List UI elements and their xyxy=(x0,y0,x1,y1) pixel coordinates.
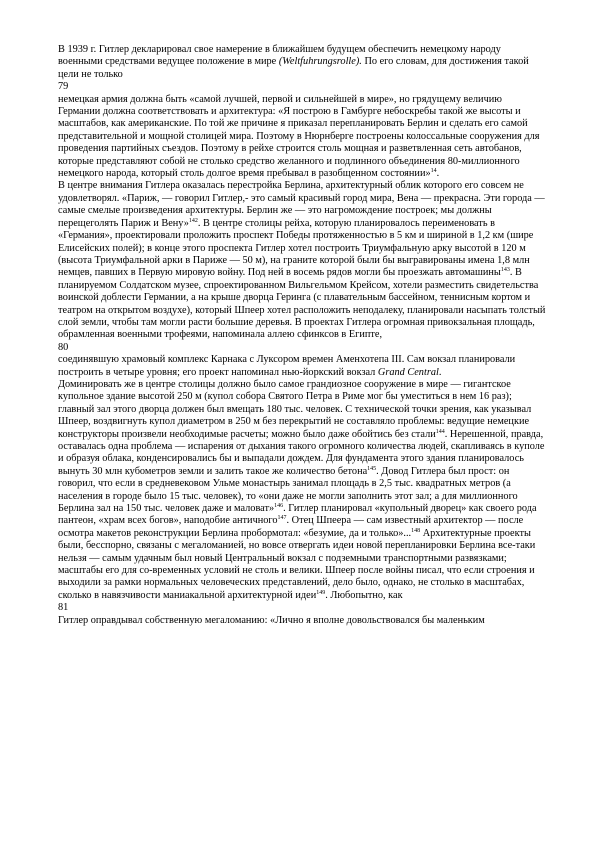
paragraph: немецкая армия должна быть «самой лучшей, первой и сильнейшей в мире», но грядущему величию Германии должна соответствовать и архитектура: «Я построю в Гамбурге небоскребы такой же высоты и масштабов, как американские. По той же причине я приказал перепланировать Берлин и сделать его самой представительной и мощной столицей мира. Поэтому в Нюрнберге построены колоссальные сооружения для проведения партийных съездов. Поэтому в рейхе строится столь мощная и разветвленная сеть автобанов, которые представляют собой не столько средство желанного и подлинного объединения 80-миллионного немецкого народа, который столь долгое время пребывал в разобщенном состоянии»$^{14}$. xyxy=(58,93,540,180)
text-run: соединявшую храмовый комплекс Карнака с Луксором времен Аменхотепа III. Сам вокзал планировали построить в четыре уровня; его проект напоминал нью-йоркский вокзал xyxy=(58,354,516,378)
footnote-ref: 144 xyxy=(435,428,445,435)
text-run: По его словам, для достижения такой цели не только xyxy=(58,56,529,80)
text-run: . xyxy=(438,366,442,378)
page-number: 79 xyxy=(58,81,69,93)
paragraph xyxy=(58,615,546,627)
text-run: . В центре столицы рейха, которую планировалось переименовать в «Германия», проектировали проложить проспект Победы протяженностью в 5 км и шириной в 1,2 км (шире Елисейских полей); в конце этого проспекта Гитлер хотел построить Триумфальную арку высотой в 120 м (высота Триумфальной арки в Париже — 50 м), на граните которой были бы выгравированы имена 1,8 млн немцев, павших в Первую мировую войну. Под ней в восемь рядов могли бы проезжать автомашины xyxy=(58,217,534,279)
text-run: немецкая армия должна быть «самой лучшей, первой и сильнейшей в мире», но грядущему величию Германии должна соответствовать и архитектура: «Я построю в Гамбурге небоскребы такой же высоты и масштабов, как американские. По той же причине я приказал перепланировать Берлин и сделать его самой представительной и мощной столицей мира. Поэтому в Нюрнберге построены колоссальные сооружения для проведения партийных съездов. Поэтому в рейхе строится столь мощная и разветвленная сеть автобанов, которые представляют собой не столько средство желанного и подлинного объединения 80-миллионного немецкого народа, который столь долгое время пребывал в разобщенном состоянии» xyxy=(58,93,540,180)
text-run: . Отец Шпеера — сам известный архитектор — после осмотра макетов реконструкции Берлина пробормотал: «безумие, да и только»... xyxy=(58,515,524,539)
text-run: . Нерешенной, правда, оставалась одна проблема — испарения от дыхания такого огромного количества людей, скапливаясь в куполе и образуя облака, конденсировались бы и выпадали дождем. Для фундамента этого здания планировалось вынуть 30 млн кубометров земли и залить такое же количество бетона xyxy=(58,428,545,477)
footnote-ref: 149 xyxy=(316,589,326,596)
text-run: . Довод Гитлера был прост: он говорил, что если в средневековом Ульме монастырь занимал площадь в 2,5 тыс. квадратных метров (а населения в городе было 15 тыс. человек), то «они даже не могли заполнить этот зал; а для миллионного Берлина зал на 150 тыс. человек даже и маловат» xyxy=(58,465,518,515)
paragraph xyxy=(58,379,546,602)
text-run: . Любопытно, как xyxy=(325,589,403,601)
page-number: 81 xyxy=(58,602,69,614)
paragraph xyxy=(58,44,546,81)
footnote-ref: 148 xyxy=(411,527,421,534)
text-run: . В планируемом Солдатском музее, спроектированном Вильгельмом Крейсом, хотели разместить свидетельства воинской доблести Германии, а на крыше дворца Геринга (с плавательным бассейном, теннисным кортом и театром на открытом воздухе), который Шпеер хотел расположить неподалеку, планировали насыпать толстый слой земли, чтобы там могли расти большие деревья. В проектах Гитлера огромная привокзальная площадь, обрамленная военными трофеями, напоминала аллею сфинксов в Египте, xyxy=(58,267,546,341)
italic-term: (Weltfuhrungsrolle). xyxy=(278,56,362,68)
paragraph xyxy=(58,354,546,379)
footnote-ref: 143 xyxy=(500,267,510,274)
footnote-ref: 146 xyxy=(274,503,284,510)
text-run: . Гитлер планировал «купольный дворец» как своего рода пантеон, «храм всех богов», наподобие античного xyxy=(58,503,537,527)
footnote-ref: 142 xyxy=(188,217,198,224)
footnote-ref: 145 xyxy=(367,465,377,472)
footnote-ref: 14 xyxy=(430,168,437,175)
page-number: 80 xyxy=(58,341,69,353)
text-run: Гитлер оправдывал собственную мегаломанию: «Лично я вполне довольствовался бы маленьким xyxy=(58,614,485,626)
paragraph xyxy=(58,180,546,341)
text-run: В центре внимания Гитлера оказалась перестройка Берлина, архитектурный облик которого его совсем не удовлетворял. «Париж, — говорил Гитлер,- это самый красивый город мира, Вена — прекрасна. Эти города — самые смелые произведения архитектуры. Берлин же — это нагромождение построек; мы должны перещеголять Париж и Вену» xyxy=(58,180,545,229)
italic-term: Grand Central xyxy=(377,366,439,378)
footnote-ref: 147 xyxy=(277,515,287,522)
text-run: Доминировать же в центре столицы должно было самое грандиозное сооружение в мире — гигантское купольное здание высотой 250 м (купол собора Святого Петра в Риме мог бы уместиться в нем 16 раз); главный зал этого дворца должен был вмещать 180 тыс. человек. С технической точки зрения, как указывал Шпеер, воздвигнуть купол диаметром в 250 м без перекрытий не составляло проблемы: ведущие немецкие конструкторы произвели необходимые расчеты; можно было даже обойтись без стали xyxy=(58,378,532,440)
text-run: В 1939 г. Гитлер декларировал свое намерение в ближайшем будущем обеспечить немецкому народу военными средствами ведущее положение в мире xyxy=(58,44,501,68)
text-run: Архитектурные проекты были, бесспорно, связаны с мегаломанией, но вовсе отвергать идеи новой перепланировки Берлина все-таки нельзя — самым удачным был новый Центральный вокзал с подземными транспортными развязками; масштабы его для со-временных условий не столь и велики. Шпеер после войны писал, что если строения и выходили за рамки нормальных человеческих представлений, дело было, однако, не столько в масштабах, сколько в навязчивости маниакальной архитектурной идеи xyxy=(58,527,536,601)
